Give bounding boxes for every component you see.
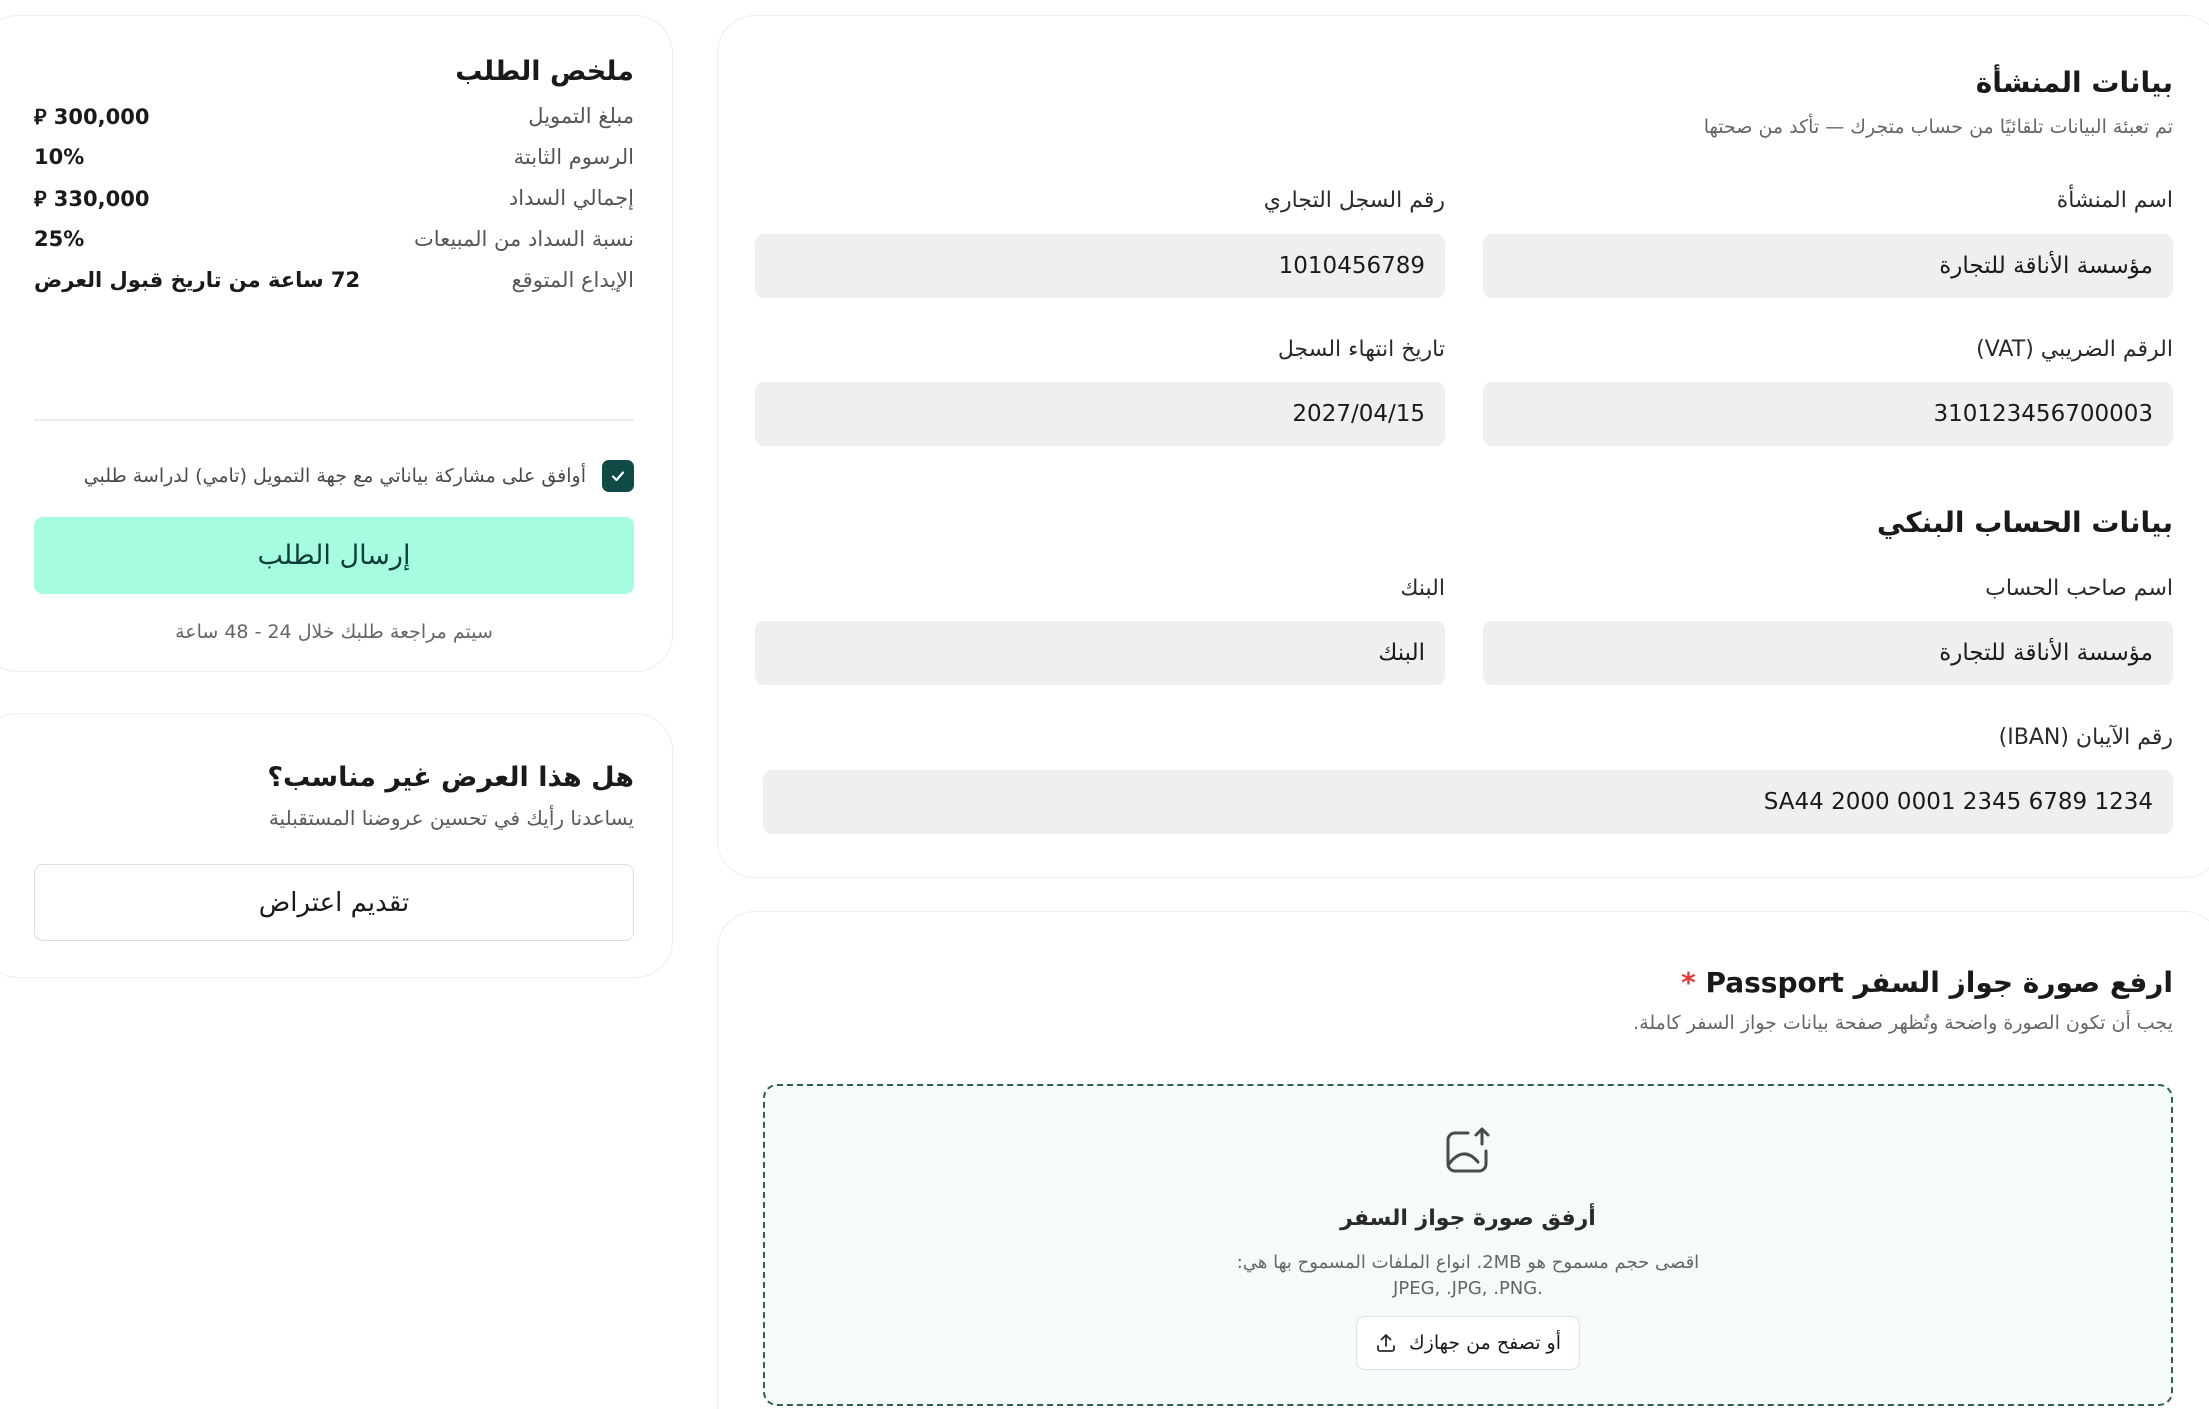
account-holder-field[interactable]: مؤسسة الأناقة للتجارة	[1483, 621, 2173, 685]
bank-label: البنك	[1400, 576, 1445, 601]
image-upload-icon	[1440, 1124, 1496, 1180]
objection-subtitle: يساعدنا رأيك في تحسين عروضنا المستقبلية	[268, 806, 634, 830]
submit-request-button[interactable]: إرسال الطلب	[34, 517, 634, 594]
passport-section-subtitle: يجب أن تكون الصورة واضحة وتُظهر صفحة بيانات جواز السفر كاملة.	[1633, 1012, 2173, 1034]
summary-row-fixed-fees	[34, 137, 634, 177]
dropzone-title: أرفق صورة جواز السفر	[1340, 1206, 1596, 1231]
dropzone-size-note: اقصى حجم مسموح هو 2MB. انواع الملفات المسموح بها هي:	[1236, 1252, 1700, 1273]
summary-row-repayment-ratio	[34, 219, 634, 259]
dropzone-file-types: .JPEG, .JPG, .PNG	[1393, 1278, 1543, 1299]
summary-value: 300,000 ⃁	[34, 104, 150, 129]
summary-row-total-repayment	[34, 178, 634, 218]
business-section-title: بيانات المنشأة	[1975, 66, 2173, 99]
bank-select[interactable]: البنك	[755, 621, 1445, 685]
summary-divider	[34, 419, 634, 421]
summary-value: 10%	[34, 145, 85, 169]
submit-objection-button[interactable]: تقديم اعتراض	[34, 864, 634, 941]
business-section-subtitle: تم تعبئة البيانات تلقائيًا من حساب متجرك — تأكد من صحتها	[1703, 116, 2173, 138]
consent-row	[84, 460, 634, 492]
summary-row-expected-deposit	[34, 260, 634, 300]
account-holder-label: اسم صاحب الحساب	[1985, 576, 2173, 601]
bank-section-title: بيانات الحساب البنكي	[1876, 506, 2173, 539]
browse-device-button[interactable]	[1356, 1316, 1580, 1370]
browse-label: أو تصفح من جهازك	[1409, 1332, 1561, 1354]
consent-checkbox[interactable]	[602, 460, 634, 492]
dropzone-description	[765, 1250, 2171, 1302]
passport-title-text: ارفع صورة جواز السفر Passport	[1705, 966, 2173, 999]
objection-card	[0, 713, 673, 978]
passport-section-title	[1681, 966, 2173, 999]
passport-upload-card	[717, 911, 2209, 1409]
summary-label: الرسوم الثابتة	[513, 145, 634, 169]
check-icon	[609, 467, 627, 485]
passport-dropzone[interactable]	[763, 1084, 2173, 1406]
vat-number-field[interactable]: 310123456700003	[1483, 382, 2173, 446]
summary-value: 72 ساعة من تاريخ قبول العرض	[34, 268, 361, 292]
vat-number-label: الرقم الضريبي (VAT)	[1976, 337, 2173, 362]
summary-title: ملخص الطلب	[455, 56, 634, 87]
review-time-note: سيتم مراجعة طلبك خلال 24 - 48 ساعة	[175, 621, 493, 643]
consent-label: أوافق على مشاركة بياناتي مع جهة التمويل (تامي) لدراسة طلبي	[83, 465, 586, 487]
objection-title: هل هذا العرض غير مناسب؟	[267, 762, 634, 793]
required-mark: *	[1681, 966, 1696, 999]
register-expiry-field[interactable]: 2027/04/15	[755, 382, 1445, 446]
summary-label: إجمالي السداد	[508, 186, 634, 210]
summary-value: 330,000 ⃁	[34, 186, 150, 211]
iban-label: رقم الآيبان (IBAN)	[1998, 725, 2173, 750]
summary-row-financing-amount	[34, 96, 634, 136]
summary-value: 25%	[34, 227, 85, 251]
commercial-register-field[interactable]: 1010456789	[755, 234, 1445, 298]
business-name-label: اسم المنشأة	[2056, 188, 2173, 213]
summary-label: نسبة السداد من المبيعات	[414, 227, 634, 251]
summary-label: الإيداع المتوقع	[511, 268, 634, 292]
upload-arrow-icon	[1375, 1332, 1397, 1354]
summary-label: مبلغ التمويل	[528, 104, 634, 128]
business-name-field[interactable]: مؤسسة الأناقة للتجارة	[1483, 234, 2173, 298]
business-details-card	[717, 15, 2209, 878]
register-expiry-label: تاريخ انتهاء السجل	[1277, 337, 1445, 362]
commercial-register-label: رقم السجل التجاري	[1263, 188, 1445, 213]
iban-field[interactable]: SA44 2000 0001 2345 6789 1234	[763, 770, 2173, 834]
order-summary-card	[0, 15, 673, 672]
